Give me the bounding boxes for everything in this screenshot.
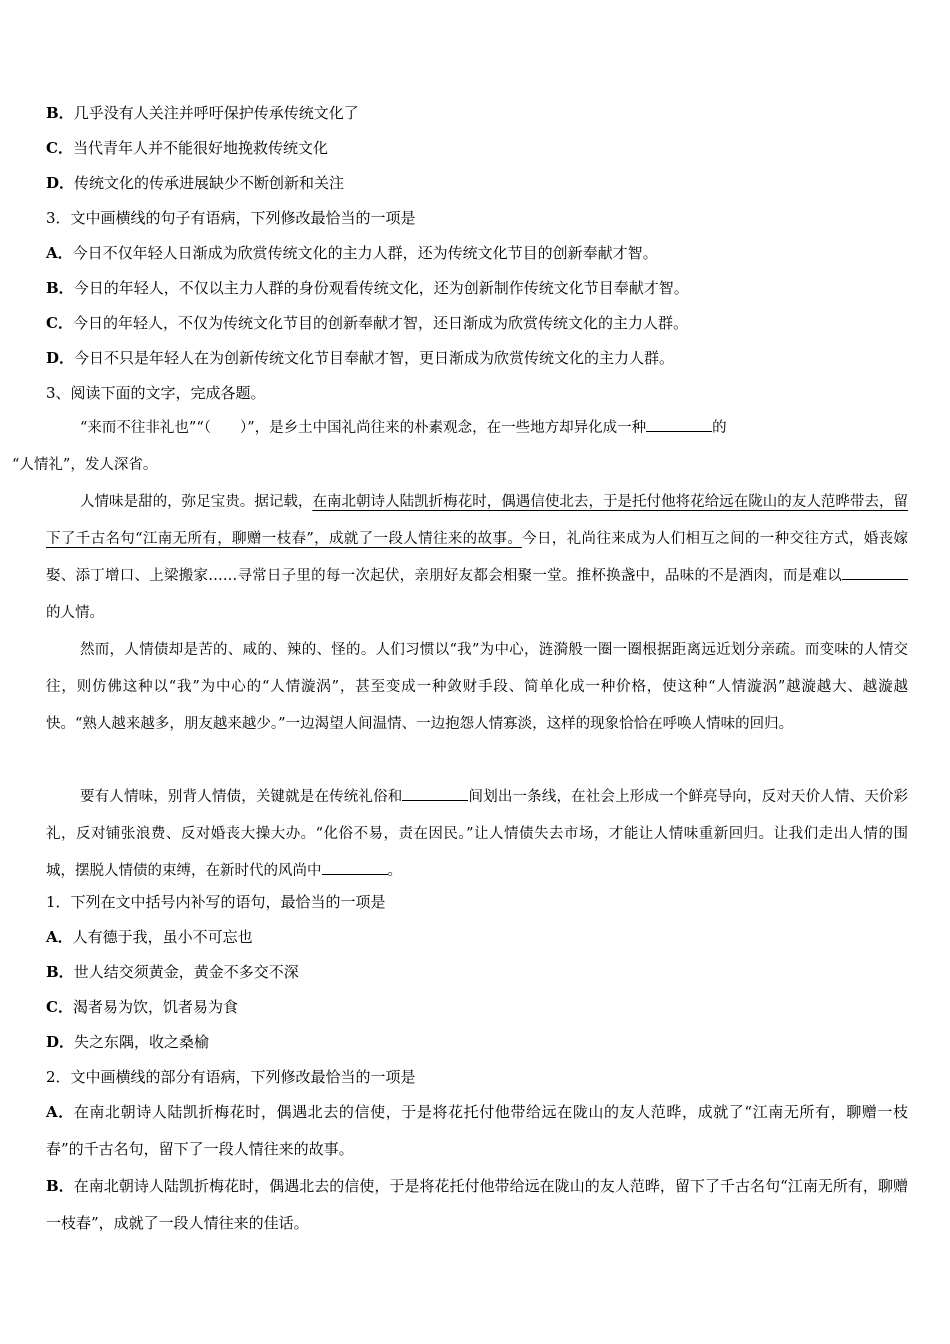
question-1-stem: 1．下列在文中括号内补写的语句，最恰当的一项是: [46, 893, 386, 911]
option-text: 失之东隅，收之桑榆: [74, 1033, 210, 1051]
option-d: [46, 173, 344, 193]
fill-blank: [322, 860, 388, 875]
q2-option-a: [46, 1094, 908, 1168]
question-3-stem: 3．文中画横线的句子有语病，下列修改最恰当的一项是: [46, 209, 416, 227]
fill-blank: [842, 565, 908, 580]
paragraph-text: 今日，礼尚往来成为人们相互之间的一种交往方式，婚丧嫁娶、添丁增口、上梁搬家……寻常日子里的每一次起伏，亲朋好友都会相聚一堂。推杯换盏中，品味的不是酒肉，而是难以: [46, 531, 909, 584]
option-letter: A．: [46, 928, 73, 946]
option-c: [46, 138, 328, 158]
section-heading: 3、阅读下面的文字，完成各题。: [46, 384, 266, 402]
q3-option-a: [46, 243, 658, 263]
q3-option-d: [46, 348, 674, 368]
paragraph-text: 。: [387, 863, 402, 879]
q1-option-d: [46, 1032, 209, 1052]
paragraph-text: 要有人情味，别背人情债，关键就是在传统礼俗和: [80, 789, 403, 805]
q1-option-c: [46, 997, 238, 1017]
option-letter: C．: [46, 314, 73, 332]
option-letter: D．: [46, 174, 75, 192]
fill-blank: [402, 786, 468, 801]
paragraph-text: 间划出一条线，在社会上形成一个鲜亮导向，反对天价人情、天价彩礼，反对铺张浪费、反对婚丧大操大办。“化俗不易，责在因民。”让人情债失去市场，才能让人情味重新回归。让我们走出人情的围城，摆脱人情债的束缚，在新时代的风尚中: [46, 789, 909, 879]
fill-blank: [646, 417, 712, 432]
option-text: 今日的年轻人，不仅以主力人群的身份观看传统文化，还为创新制作传统文化节目奉献才智。: [73, 279, 689, 297]
option-letter: C．: [46, 139, 73, 157]
option-text: 在南北朝诗人陆凯折梅花时，偶遇北去的信使，于是将花托付他带给远在陇山的友人范晔，成就了“江南无所有，聊赠一枝春”的千古名句，留下了一段人情往来的故事。: [46, 1103, 908, 1158]
option-b: [46, 103, 359, 123]
option-letter: D．: [46, 349, 75, 367]
passage-paragraph-2: [46, 484, 908, 632]
option-text: 人有德于我，虽小不可忘也: [72, 928, 253, 946]
passage-paragraph-3: 然而，人情债却是苦的、咸的、辣的、怪的。人们习惯以“我”为中心，涟漪般一圈一圈根据距离远近划分亲疏。而变味的人情交往，则仿佛这种以“我”为中心的“人情漩涡”，甚至变成一种敛财手段、简单化成一种价格，使这种“人情漩涡”越漩越大、越漩越快。“熟人越来越多，朋友越来越少。”一边渴望人间温情、一边抱怨人情寡淡，这样的现象恰恰在呼唤人情味的回归。: [46, 642, 908, 732]
option-text: 当代青年人并不能很好地挽救传统文化: [72, 139, 328, 157]
q3-option-c: [46, 313, 688, 333]
option-letter: B．: [46, 1177, 74, 1195]
passage-paragraph-1: [12, 410, 908, 484]
q2-option-b: [46, 1168, 908, 1242]
paragraph-text: “来而不往非礼也”“（ ）”，是乡土中国礼尚往来的朴素观念，在一些地方却异化成一种: [80, 420, 647, 436]
paragraph-text: 的人情。: [46, 605, 104, 621]
option-text: 渴者易为饮，饥者易为食: [72, 998, 238, 1016]
option-text: 今日的年轻人，不仅为传统文化节目的创新奉献才智，还日渐成为欣赏传统文化的主力人群。: [72, 314, 688, 332]
paragraph-text: “人情礼”，发人深省。: [12, 457, 158, 473]
option-text: 传统文化的传承进展缺少不断创新和关注: [74, 174, 345, 192]
option-text: 在南北朝诗人陆凯折梅花时，偶遇北去的信使，于是将花托付他带给远在陇山的友人范晔，留下了千古名句“江南无所有，聊赠一枝春”，成就了一段人情往来的佳话。: [46, 1177, 908, 1232]
underlined-sentence: 在南北朝诗人陆凯折梅花时，偶遇信使北去，于是托付他将花给远在陇山的友人范晔带去，留下了千古名句“江南无所有，聊赠一枝春”，成就了一段人情往来的故事。: [46, 494, 909, 547]
paragraph-text: 的: [712, 420, 727, 436]
q3-option-b: [46, 278, 689, 298]
question-2-stem: 2．文中画横线的部分有语病，下列修改最恰当的一项是: [46, 1068, 416, 1086]
option-text: 世人结交须黄金，黄金不多交不深: [73, 963, 299, 981]
option-text: 今日不只是年轻人在为创新传统文化节目奉献才智，更日渐成为欣赏传统文化的主力人群。: [74, 349, 675, 367]
option-text: 今日不仅年轻人日渐成为欣赏传统文化的主力人群，还为传统文化节目的创新奉献才智。: [72, 244, 658, 262]
option-text: 几乎没有人关注并呼吁保护传承传统文化了: [73, 104, 359, 122]
option-letter: A．: [46, 1103, 74, 1121]
option-letter: A．: [46, 244, 73, 262]
option-letter: B．: [46, 104, 74, 122]
paragraph-text: 人情味是甜的，弥足宝贵。据记载，: [80, 494, 313, 510]
option-letter: B．: [46, 963, 74, 981]
q1-option-a: [46, 927, 253, 947]
passage-paragraph-4: [46, 779, 908, 890]
option-letter: D．: [46, 1033, 75, 1051]
option-letter: C．: [46, 998, 73, 1016]
option-letter: B．: [46, 279, 74, 297]
q1-option-b: [46, 962, 299, 982]
